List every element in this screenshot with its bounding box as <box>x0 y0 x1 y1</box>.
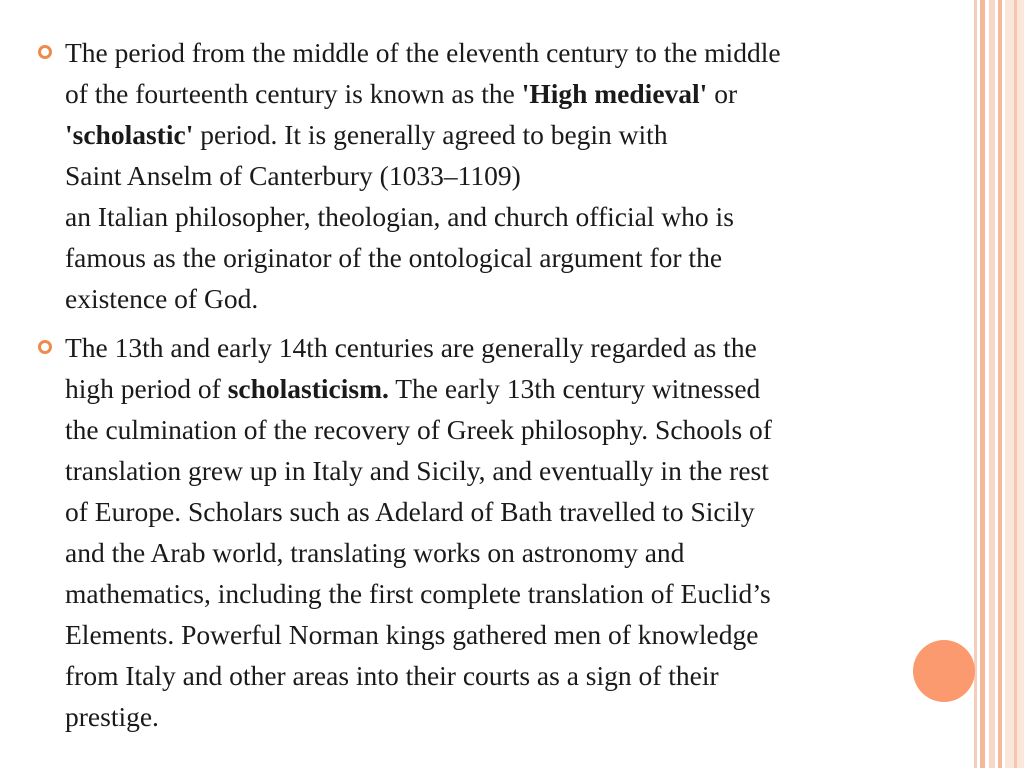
text-line: famous as the originator of the ontological argument for the <box>65 242 723 273</box>
text-line: existence of God. <box>65 283 259 314</box>
decorative-stripe <box>1014 0 1017 768</box>
term-scholasticism: scholasticism. <box>227 373 389 404</box>
text-line: translation grew up in Italy and Sicily, and eventually in the rest <box>65 455 769 486</box>
text-line: 'scholastic' period. It is generally agreed to begin with <box>65 119 668 150</box>
text-line: high period of scholasticism. The early 13th century witnessed <box>65 373 761 404</box>
bullet-scholasticism <box>38 327 953 737</box>
text-line: The 13th and early 14th centuries are generally regarded as the <box>65 332 757 363</box>
term-high-medieval: 'High medieval' <box>521 78 708 109</box>
text-line: an Italian philosopher, theologian, and church official who is <box>65 201 734 232</box>
bullet-ring-icon <box>38 45 52 59</box>
slide-body <box>38 32 953 745</box>
text-line: prestige. <box>65 701 159 732</box>
decorative-circle <box>913 640 975 702</box>
decorative-stripe <box>974 0 977 768</box>
text-line: from Italy and other areas into their courts as a sign of their <box>65 660 719 691</box>
text-line: the culmination of the recovery of Greek philosophy. Schools of <box>65 414 772 445</box>
text-line: and the Arab world, translating works on astronomy and <box>65 537 685 568</box>
text-line: Elements. Powerful Norman kings gathered men of knowledge <box>65 619 759 650</box>
text-line: Saint Anselm of Canterbury (1033–1109) <box>65 160 521 191</box>
term-scholastic: 'scholastic' <box>65 119 194 150</box>
decorative-stripe <box>989 0 995 768</box>
text-line: The period from the middle of the eleventh century to the middle <box>65 37 781 68</box>
text-line: of Europe. Scholars such as Adelard of Bath travelled to Sicily <box>65 496 755 527</box>
text-line: mathematics, including the first complete translation of Euclid’s <box>65 578 771 609</box>
decorative-stripe <box>980 0 985 768</box>
bullet-high-medieval <box>38 32 953 319</box>
decorative-stripe <box>998 0 1002 768</box>
text-line: of the fourteenth century is known as the 'High medieval' or <box>65 78 738 109</box>
bullet-ring-icon <box>38 340 52 354</box>
